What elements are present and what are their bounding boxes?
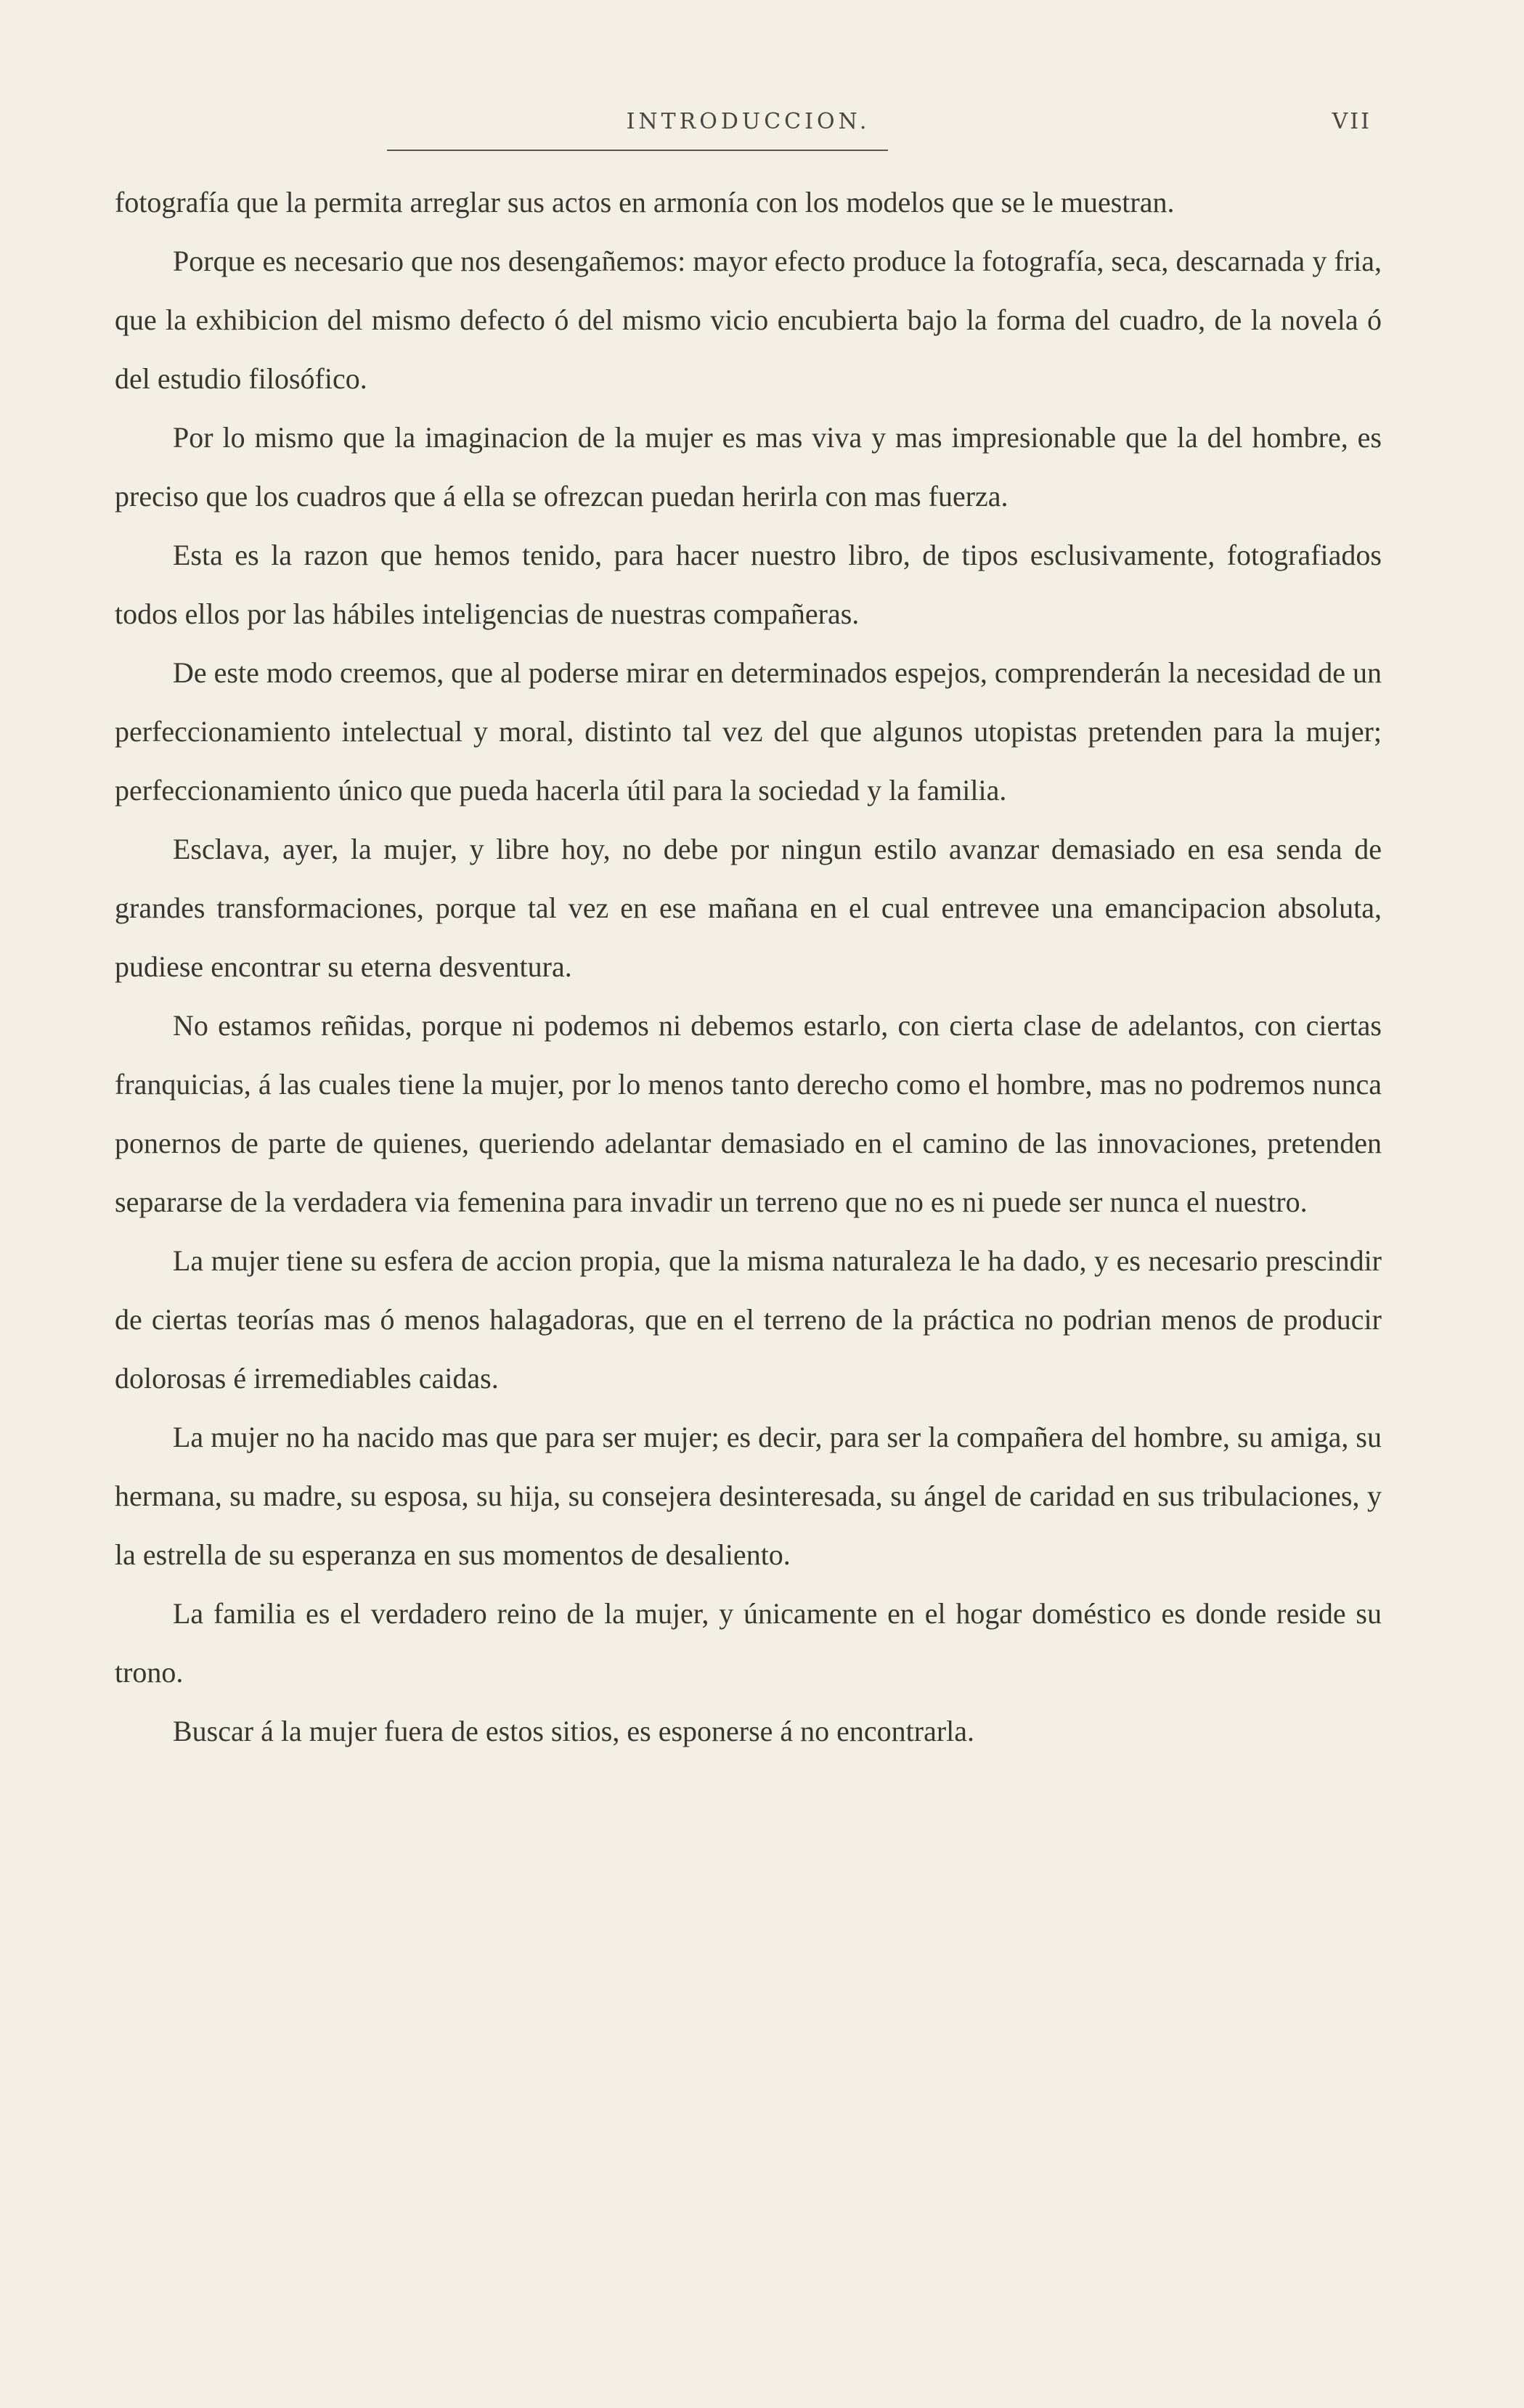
running-head [115,109,1382,150]
running-title: INTRODUCCION. [626,109,871,134]
paragraph: fotografía que la permita arreglar sus actos en armonía con los modelos que se le muestran. [115,186,1175,219]
paragraph: La mujer no ha nacido mas que para ser mujer; es decir, para ser la compañera del hombre, su amiga, su hermana, su madre, su esposa, su hija, su consejera desinteresada, su ángel de caridad en sus tribulaciones, y la estrella de su esperanza en sus momentos de desaliento. [115,1421,1382,1571]
paragraph: Esclava, ayer, la mujer, y libre hoy, no debe por ningun estilo avanzar demasiado en esa senda de grandes transformaciones, porque tal vez en ese mañana en el cual entrevee una emancipacion absoluta, pudiese encontrar su eterna desventura. [115,833,1382,983]
paragraph: De este modo creemos, que al poderse mirar en determinados espejos, comprenderán la necesidad de un perfeccionamiento intelectual y moral, distinto tal vez del que algunos utopistas pretenden para la mujer; perfeccionamiento único que pueda hacerla útil para la sociedad y la familia. [115,656,1382,807]
paragraph: Esta es la razon que hemos tenido, para hacer nuestro libro, de tipos esclusivamente, fotografiados todos ellos por las hábiles inteligencias de nuestras compañeras. [115,539,1382,630]
paragraph: Porque es necesario que nos desengañemos: mayor efecto produce la fotografía, seca, descarnada y fria, que la exhibicion del mismo defecto ó del mismo vicio encubierta bajo la forma del cuadro, de la novela ó del estudio filosófico. [115,245,1382,395]
header-rule [387,150,888,151]
paragraph: Buscar á la mujer fuera de estos sitios, es esponerse á no encontrarla. [173,1715,975,1747]
paragraph: La familia es el verdadero reino de la mujer, y únicamente en el hogar doméstico es donde reside su trono. [115,1597,1382,1689]
paragraph: Por lo mismo que la imaginacion de la mujer es mas viva y mas impresionable que la del hombre, es preciso que los cuadros que á ella se ofrezcan puedan herirla con mas fuerza. [115,421,1382,513]
page-header [115,109,1382,150]
paragraph: No estamos reñidas, porque ni podemos ni debemos estarlo, con cierta clase de adelantos, con ciertas franquicias, á las cuales tiene la mujer, por lo menos tanto derecho como el hombre, mas no podremos nunca ponernos de parte de quienes, queriendo adelantar demasiado en el camino de las innovaciones, pretenden separarse de la verdadera via femenina para invadir un terreno que no es ni puede ser nunca el nuestro. [115,1009,1382,1218]
body-text [115,173,1382,1760]
paragraph: La mujer tiene su esfera de accion propia, que la misma naturaleza le ha dado, y es necesario prescindir de ciertas teorías mas ó menos halagadoras, que en el terreno de la práctica no podrian menos de producir dolorosas é irremediables caidas. [115,1244,1382,1395]
page-number: VII [1332,109,1372,134]
